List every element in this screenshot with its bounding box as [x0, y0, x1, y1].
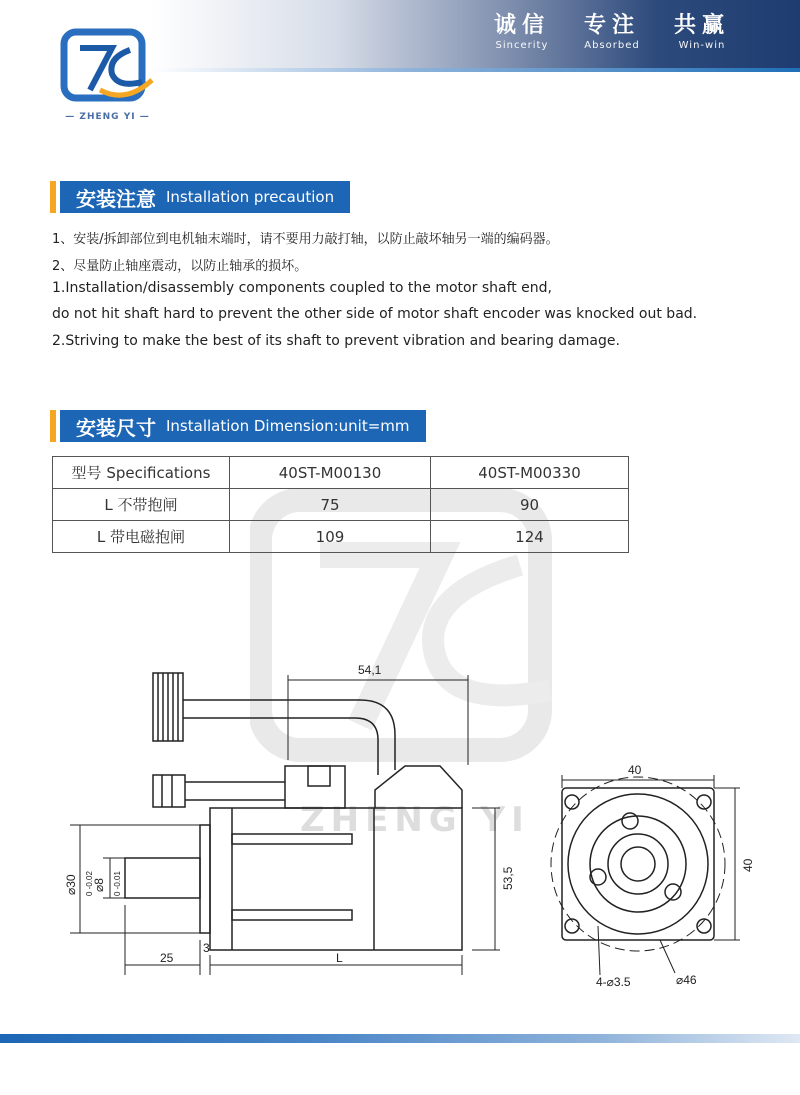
slogan-cn: 专注 [583, 13, 640, 38]
heading-en: Installation precaution [166, 188, 335, 206]
slogan-sincerity [494, 14, 550, 51]
slogan-en: Sincerity [495, 40, 549, 51]
table-row [53, 489, 629, 521]
flange-front-view [551, 777, 725, 951]
encoder-connector [153, 673, 395, 775]
slogan-absorbed [584, 14, 640, 51]
slogan-cn: 共赢 [673, 13, 730, 38]
dim-label-3: 3 [203, 941, 210, 955]
table-cell: 型号 Specifications [53, 457, 230, 489]
slogan-en: Absorbed [584, 40, 640, 51]
table-row [53, 457, 629, 489]
slogan-winwin [674, 14, 730, 51]
header-underline [150, 68, 800, 72]
precaution-line-2: 2、尽量防止轴座震动，以防止轴承的损坏。 [52, 259, 308, 274]
precaution-line-4: do not hit shaft hard to prevent the other side of motor shaft encoder was knocked out bad. [52, 306, 698, 322]
table-cell: 124 [431, 521, 629, 553]
dim-label-holes: 4-⌀3.5 [596, 975, 631, 989]
dim-label-30-tol: 0 -0.02 [85, 871, 94, 896]
heading-bar [60, 181, 350, 213]
table-cell: 40ST-M00330 [431, 457, 629, 489]
logo-text: — ZHENG YI — [65, 112, 150, 122]
table-cell: L 带电磁抱闸 [53, 521, 230, 553]
heading-accent [50, 181, 56, 213]
footer-bar [0, 1034, 800, 1043]
table-cell: 40ST-M00130 [230, 457, 431, 489]
precaution-line-3: 1.Installation/disassembly components coupled to the motor shaft end, [52, 280, 553, 296]
dim-label-flange-w: 40 [628, 763, 642, 777]
heading-cn: 安装尺寸 [76, 415, 156, 440]
table-cell: L 不带抱闸 [53, 489, 230, 521]
precaution-line-1: 1、安装/拆卸部位到电机轴末端时，请不要用力敲打轴，以防止敲坏轴另一端的编码器。 [52, 232, 559, 247]
dim-label-L: L [336, 951, 343, 965]
heading-bar [60, 410, 426, 442]
company-logo-icon [60, 28, 155, 108]
dim-label-8: ⌀8 [92, 878, 106, 892]
dim-label-8-tol: 0 -0.01 [113, 871, 122, 896]
slogans [494, 14, 730, 51]
power-connector [153, 766, 345, 808]
dim-label-535: 53,5 [501, 866, 515, 890]
spec-table [52, 456, 629, 553]
slogan-cn: 诚信 [493, 13, 550, 38]
dim-label-25: 25 [160, 951, 174, 965]
dim-label-flange-h: 40 [741, 858, 755, 872]
heading-cn: 安装注意 [76, 186, 156, 211]
dim-label-pcd: ⌀46 [676, 973, 697, 987]
watermark-text: ZHENG YI [300, 800, 530, 840]
table-cell: 75 [230, 489, 431, 521]
slogan-en: Win-win [678, 40, 726, 51]
heading-en: Installation Dimension:unit=mm [166, 417, 410, 435]
table-cell: 90 [431, 489, 629, 521]
encoder-cover [375, 766, 462, 808]
dim-label-541: 54,1 [358, 663, 382, 677]
motor-body [125, 808, 462, 950]
dimension-drawing [0, 640, 800, 1000]
heading-accent [50, 410, 56, 442]
table-row [53, 521, 629, 553]
table-cell: 109 [230, 521, 431, 553]
dim-label-30: ⌀30 [64, 874, 78, 895]
precaution-line-5: 2.Striving to make the best of its shaft to prevent vibration and bearing damage. [52, 333, 620, 349]
